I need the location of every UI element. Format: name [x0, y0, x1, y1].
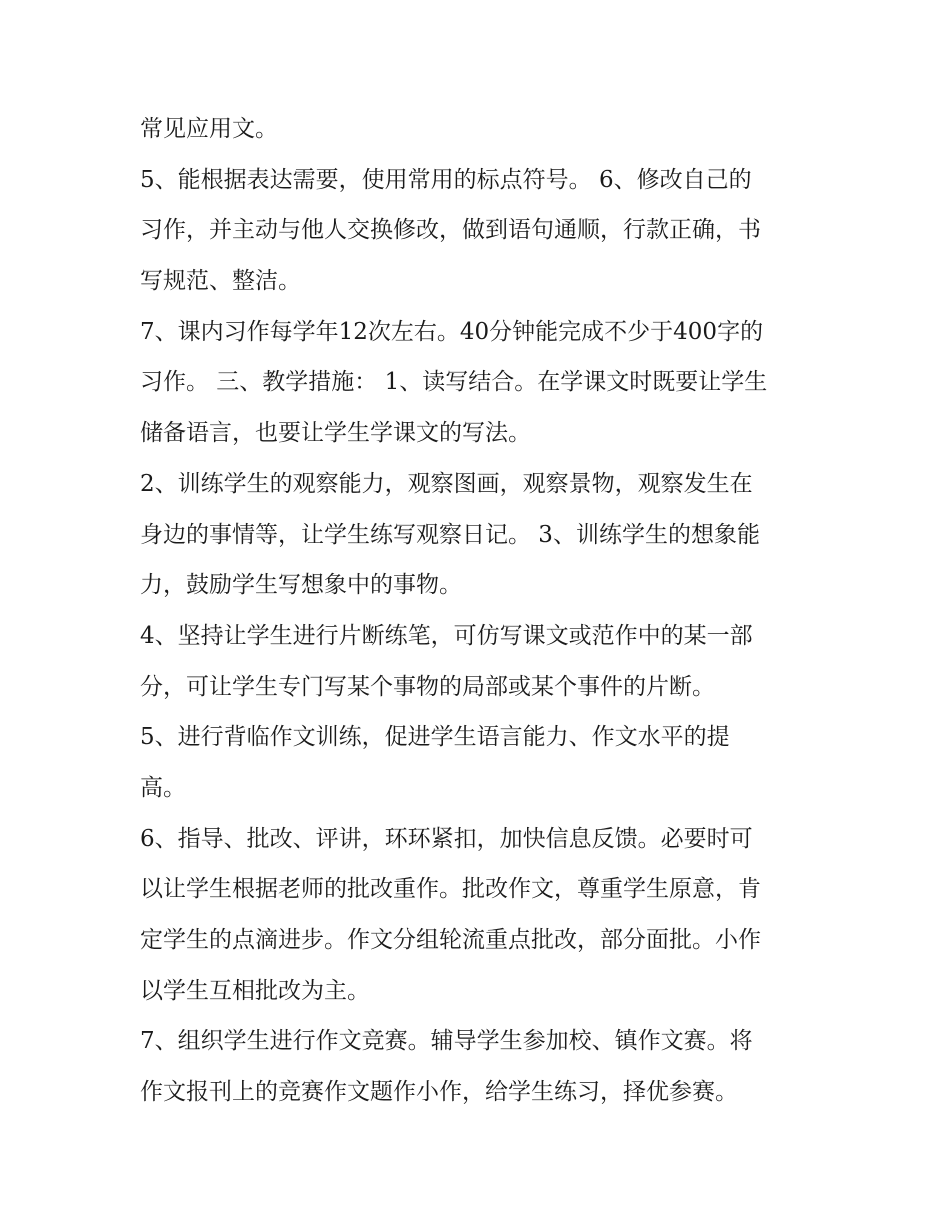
text-line: 分，可让学生专门写某个事物的局部或某个事件的片断。 — [140, 673, 715, 700]
body-text — [140, 104, 820, 1118]
text-line: 以学生互相批改为主。 — [140, 977, 370, 1004]
text-line: 力，鼓励学生写想象中的事物。 — [140, 572, 462, 599]
text-line: 5、进行背临作文训练，促进学生语言能力、作文水平的提 — [140, 724, 730, 751]
text-line: 习作。 三、教学措施： 1、读写结合。在学课文时既要让学生 — [140, 369, 768, 396]
text-line: 7、课内习作每学年12次左右。40分钟能完成不少于400字的 — [140, 318, 764, 345]
text-line: 以让学生根据老师的批改重作。批改作文，尊重学生原意，肯 — [140, 876, 761, 903]
text-line: 4、坚持让学生进行片断练笔，可仿写课文或范作中的某一部 — [140, 622, 753, 649]
text-line: 常见应用文。 — [140, 116, 278, 142]
text-line: 储备语言，也要让学生学课文的写法。 — [140, 420, 531, 447]
text-line: 6、指导、批改、评讲，环环紧扣，加快信息反馈。必要时可 — [140, 825, 753, 852]
text-line: 定学生的点滴进步。作文分组轮流重点批改，部分面批。小作 — [140, 927, 761, 953]
text-line: 2、训练学生的观察能力，观察图画，观察景物，观察发生在 — [140, 470, 753, 497]
text-line: 5、能根据表达需要，使用常用的标点符号。 6、修改自己的 — [140, 166, 752, 193]
text-line: 高。 — [140, 774, 186, 801]
text-line: 作文报刊上的竞赛作文题作小作，给学生练习，择优参赛。 — [140, 1079, 738, 1106]
text-line: 习作，并主动与他人交换修改，做到语句通顺，行款正确，书 — [140, 217, 761, 244]
text-line: 7、组织学生进行作文竞赛。辅导学生参加校、镇作文赛。将 — [140, 1028, 753, 1055]
text-line: 写规范、整洁。 — [140, 268, 301, 295]
text-line: 身边的事情等，让学生练写观察日记。 3、训练学生的想象能 — [140, 521, 760, 548]
